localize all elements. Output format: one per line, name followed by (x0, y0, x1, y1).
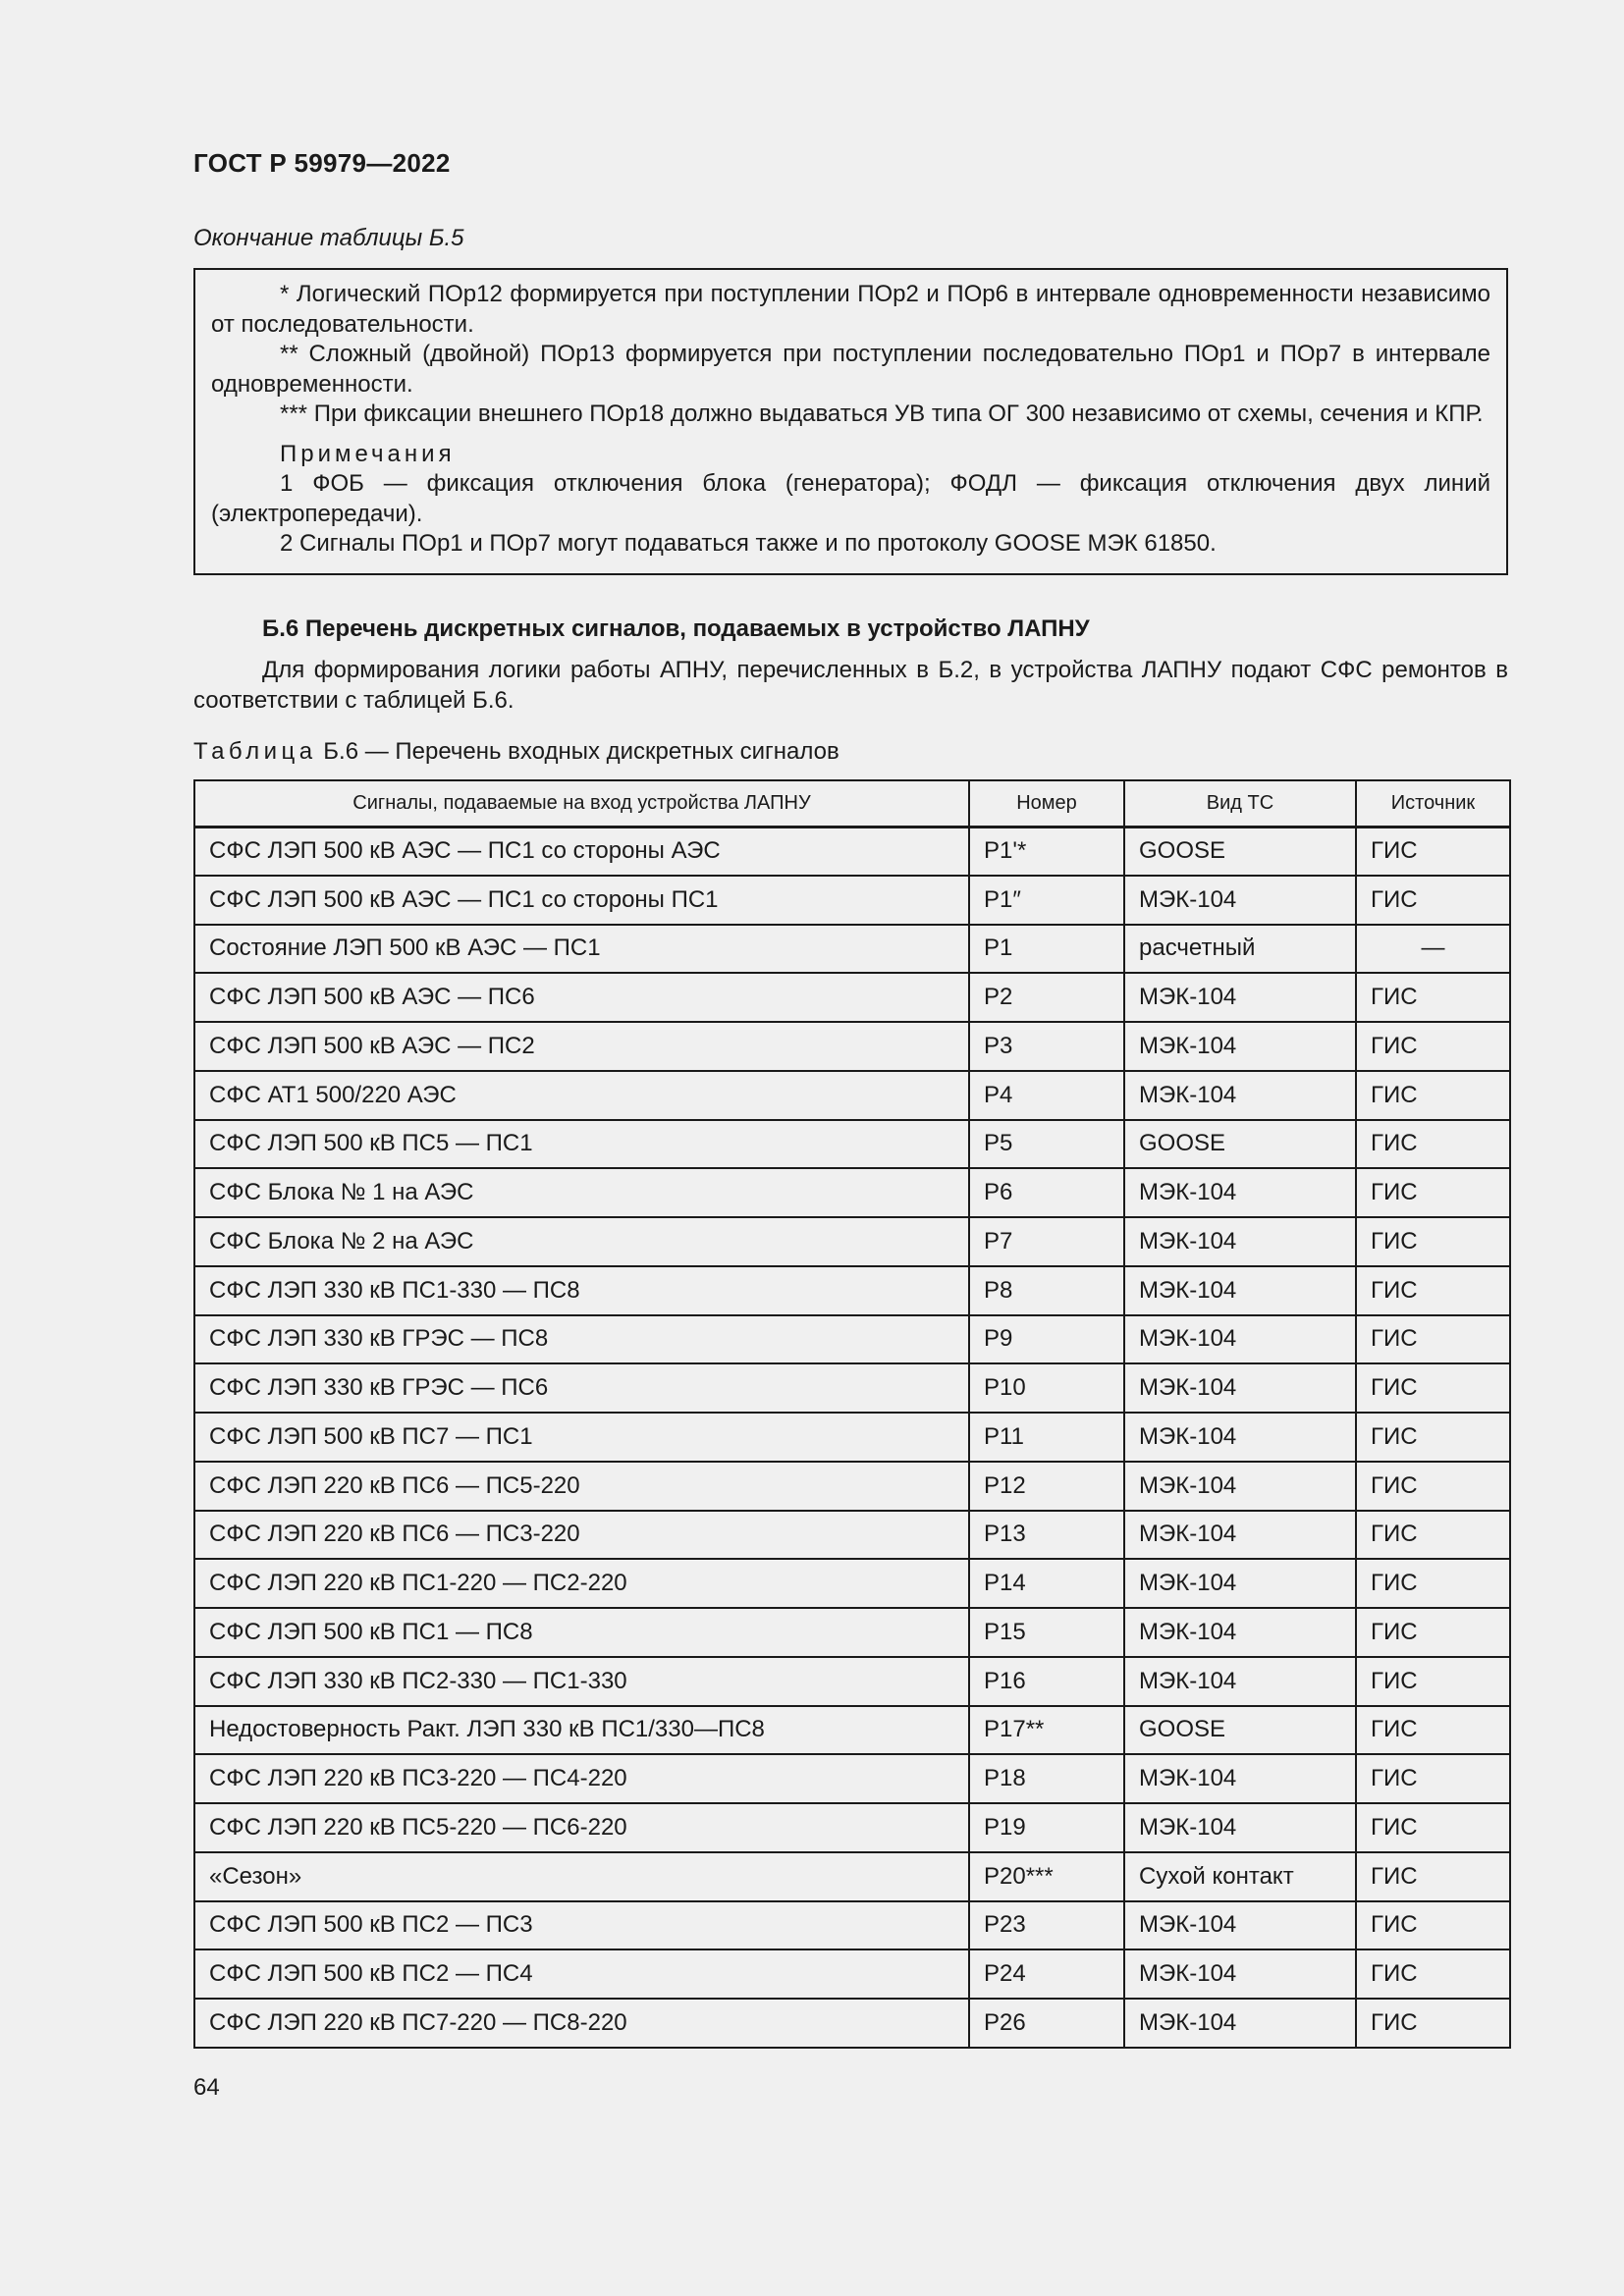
signal-number-cell: Р5 (969, 1120, 1124, 1169)
signal-name-cell: СФС ЛЭП 500 кВ АЭС — ПС1 со стороны ПС1 (194, 876, 969, 925)
signal-number-cell: Р11 (969, 1413, 1124, 1462)
signal-number-cell: Р8 (969, 1266, 1124, 1315)
ts-type-cell: МЭК-104 (1124, 1901, 1356, 1950)
signal-number-cell: Р24 (969, 1949, 1124, 1999)
table-header-row (194, 780, 1510, 827)
table-row (194, 1120, 1510, 1169)
source-cell: ГИС (1356, 1852, 1510, 1901)
signal-number-cell: Р12 (969, 1462, 1124, 1511)
table-row (194, 1999, 1510, 2048)
signal-name-cell: СФС ЛЭП 330 кВ ПС1-330 — ПС8 (194, 1266, 969, 1315)
ts-type-cell: МЭК-104 (1124, 1315, 1356, 1364)
source-cell: ГИС (1356, 1999, 1510, 2048)
signal-name-cell: СФС ЛЭП 330 кВ ГРЭС — ПС8 (194, 1315, 969, 1364)
source-cell: ГИС (1356, 1363, 1510, 1413)
source-cell: ГИС (1356, 1168, 1510, 1217)
signal-name-cell: СФС ЛЭП 500 кВ АЭС — ПС6 (194, 973, 969, 1022)
footnote-2: ** Сложный (двойной) ПОр13 формируется при поступлении последовательно ПОр1 и ПОр7 в интервале одновременности. (211, 341, 1490, 398)
source-cell: ГИС (1356, 1120, 1510, 1169)
signal-number-cell: Р10 (969, 1363, 1124, 1413)
signal-name-cell: СФС ЛЭП 500 кВ ПС5 — ПС1 (194, 1120, 969, 1169)
table-row (194, 1413, 1510, 1462)
signal-number-cell: Р17** (969, 1706, 1124, 1755)
signal-number-cell: Р1'* (969, 827, 1124, 876)
ts-type-cell: GOOSE (1124, 827, 1356, 876)
signal-number-cell: Р1″ (969, 876, 1124, 925)
signal-number-cell: Р13 (969, 1511, 1124, 1560)
source-cell: ГИС (1356, 1754, 1510, 1803)
signal-name-cell: СФС ЛЭП 500 кВ ПС2 — ПС4 (194, 1949, 969, 1999)
source-cell: ГИС (1356, 1657, 1510, 1706)
table-row (194, 876, 1510, 925)
table-row (194, 1803, 1510, 1852)
table-row (194, 1754, 1510, 1803)
note-1: 1 ФОБ — фиксация отключения блока (генератора); ФОДЛ — фиксация отключения двух линий (электропередачи). (211, 470, 1490, 527)
table-row (194, 1511, 1510, 1560)
table-row (194, 1657, 1510, 1706)
ts-type-cell: МЭК-104 (1124, 1413, 1356, 1462)
column-header-source: Источник (1356, 780, 1510, 827)
ts-type-cell: МЭК-104 (1124, 1511, 1356, 1560)
signal-number-cell: Р3 (969, 1022, 1124, 1071)
table-row (194, 925, 1510, 974)
source-cell: ГИС (1356, 1901, 1510, 1950)
source-cell: ГИС (1356, 1022, 1510, 1071)
table-row (194, 1071, 1510, 1120)
source-cell: ГИС (1356, 1413, 1510, 1462)
source-cell: ГИС (1356, 1462, 1510, 1511)
ts-type-cell: МЭК-104 (1124, 876, 1356, 925)
table-row (194, 1901, 1510, 1950)
source-cell: ГИС (1356, 1511, 1510, 1560)
source-cell: ГИС (1356, 827, 1510, 876)
table-row (194, 1266, 1510, 1315)
table-row (194, 1852, 1510, 1901)
signal-name-cell: Состояние ЛЭП 500 кВ АЭС — ПС1 (194, 925, 969, 974)
table-row (194, 1363, 1510, 1413)
ts-type-cell: МЭК-104 (1124, 1608, 1356, 1657)
ts-type-cell: МЭК-104 (1124, 973, 1356, 1022)
source-cell: ГИС (1356, 1315, 1510, 1364)
signal-name-cell: СФС ЛЭП 500 кВ ПС2 — ПС3 (194, 1901, 969, 1950)
signal-number-cell: Р18 (969, 1754, 1124, 1803)
ts-type-cell: МЭК-104 (1124, 1559, 1356, 1608)
signal-name-cell: «Сезон» (194, 1852, 969, 1901)
signal-name-cell: СФС ЛЭП 220 кВ ПС3-220 — ПС4-220 (194, 1754, 969, 1803)
footnote-3: *** При фиксации внешнего ПОр18 должно выдаваться УВ типа ОГ 300 независимо от схемы, сечения и КПР. (280, 400, 1484, 427)
table-row (194, 1022, 1510, 1071)
source-cell: ГИС (1356, 1559, 1510, 1608)
signal-name-cell: СФС ЛЭП 500 кВ АЭС — ПС2 (194, 1022, 969, 1071)
source-cell: ГИС (1356, 1071, 1510, 1120)
table-row (194, 827, 1510, 876)
ts-type-cell: МЭК-104 (1124, 1462, 1356, 1511)
signal-number-cell: Р19 (969, 1803, 1124, 1852)
source-cell: ГИС (1356, 1803, 1510, 1852)
table-caption-word: Таблица (193, 738, 317, 765)
signal-name-cell: СФС ЛЭП 220 кВ ПС6 — ПС5-220 (194, 1462, 969, 1511)
signal-name-cell: СФС ЛЭП 330 кВ ГРЭС — ПС6 (194, 1363, 969, 1413)
source-cell: ГИС (1356, 973, 1510, 1022)
table-row (194, 1462, 1510, 1511)
table-continuation-label: Окончание таблицы Б.5 (193, 225, 464, 251)
ts-type-cell: Сухой контакт (1124, 1852, 1356, 1901)
document-header: ГОСТ Р 59979—2022 (193, 148, 451, 178)
signal-name-cell: СФС АТ1 500/220 АЭС (194, 1071, 969, 1120)
table-row (194, 1168, 1510, 1217)
ts-type-cell: GOOSE (1124, 1120, 1356, 1169)
signal-name-cell: СФС ЛЭП 220 кВ ПС6 — ПС3-220 (194, 1511, 969, 1560)
table-row (194, 1217, 1510, 1266)
source-cell: ГИС (1356, 1706, 1510, 1755)
signal-number-cell: Р7 (969, 1217, 1124, 1266)
signal-name-cell: Недостоверность Ракт. ЛЭП 330 кВ ПС1/330—ПС8 (194, 1706, 969, 1755)
ts-type-cell: МЭК-104 (1124, 1071, 1356, 1120)
ts-type-cell: МЭК-104 (1124, 1657, 1356, 1706)
signal-number-cell: Р26 (969, 1999, 1124, 2048)
footnote-1: * Логический ПОр12 формируется при поступлении ПОр2 и ПОр6 в интервале одновременности независимо от последовательности. (211, 281, 1490, 338)
ts-type-cell: расчетный (1124, 925, 1356, 974)
table-body (194, 827, 1510, 2048)
table-caption (193, 738, 839, 766)
ts-type-cell: МЭК-104 (1124, 1266, 1356, 1315)
ts-type-cell: МЭК-104 (1124, 1217, 1356, 1266)
section-paragraph: Для формирования логики работы АПНУ, перечисленных в Б.2, в устройства ЛАПНУ подают СФС ремонтов в соответствии с таблицей Б.6. (193, 657, 1508, 714)
table-caption-title: Б.6 — Перечень входных дискретных сигналов (316, 738, 839, 765)
ts-type-cell: МЭК-104 (1124, 1803, 1356, 1852)
table-row (194, 1608, 1510, 1657)
signal-number-cell: Р2 (969, 973, 1124, 1022)
table-row (194, 1949, 1510, 1999)
signal-number-cell: Р20*** (969, 1852, 1124, 1901)
signal-name-cell: СФС ЛЭП 220 кВ ПС7-220 — ПС8-220 (194, 1999, 969, 2048)
source-cell: — (1356, 925, 1510, 974)
note-2: 2 Сигналы ПОр1 и ПОр7 могут подаваться также и по протоколу GOOSE МЭК 61850. (280, 530, 1217, 557)
table-row (194, 1315, 1510, 1364)
signal-number-cell: Р16 (969, 1657, 1124, 1706)
source-cell: ГИС (1356, 876, 1510, 925)
signal-number-cell: Р14 (969, 1559, 1124, 1608)
signals-table (193, 779, 1511, 2049)
table-row (194, 973, 1510, 1022)
signal-name-cell: СФС Блока № 2 на АЭС (194, 1217, 969, 1266)
signal-number-cell: Р15 (969, 1608, 1124, 1657)
column-header-signals: Сигналы, подаваемые на вход устройства ЛАПНУ (194, 780, 969, 827)
signal-name-cell: СФС ЛЭП 220 кВ ПС5-220 — ПС6-220 (194, 1803, 969, 1852)
ts-type-cell: МЭК-104 (1124, 1022, 1356, 1071)
source-cell: ГИС (1356, 1949, 1510, 1999)
source-cell: ГИС (1356, 1217, 1510, 1266)
column-header-number: Номер (969, 780, 1124, 827)
signal-number-cell: Р9 (969, 1315, 1124, 1364)
ts-type-cell: МЭК-104 (1124, 1168, 1356, 1217)
footnotes-box (193, 268, 1508, 575)
ts-type-cell: МЭК-104 (1124, 1754, 1356, 1803)
page-number: 64 (193, 2074, 220, 2101)
ts-type-cell: GOOSE (1124, 1706, 1356, 1755)
signal-name-cell: СФС ЛЭП 500 кВ ПС7 — ПС1 (194, 1413, 969, 1462)
signal-name-cell: СФС ЛЭП 220 кВ ПС1-220 — ПС2-220 (194, 1559, 969, 1608)
ts-type-cell: МЭК-104 (1124, 1949, 1356, 1999)
signal-number-cell: Р6 (969, 1168, 1124, 1217)
signal-number-cell: Р23 (969, 1901, 1124, 1950)
notes-title: Примечания (280, 440, 456, 467)
signal-name-cell: СФС ЛЭП 330 кВ ПС2-330 — ПС1-330 (194, 1657, 969, 1706)
table-row (194, 1706, 1510, 1755)
column-header-ts-type: Вид ТС (1124, 780, 1356, 827)
signal-name-cell: СФС ЛЭП 500 кВ АЭС — ПС1 со стороны АЭС (194, 827, 969, 876)
section-heading: Б.6 Перечень дискретных сигналов, подаваемых в устройство ЛАПНУ (262, 615, 1090, 642)
signal-name-cell: СФС Блока № 1 на АЭС (194, 1168, 969, 1217)
signal-number-cell: Р4 (969, 1071, 1124, 1120)
source-cell: ГИС (1356, 1608, 1510, 1657)
signal-number-cell: Р1 (969, 925, 1124, 974)
source-cell: ГИС (1356, 1266, 1510, 1315)
ts-type-cell: МЭК-104 (1124, 1363, 1356, 1413)
ts-type-cell: МЭК-104 (1124, 1999, 1356, 2048)
signal-name-cell: СФС ЛЭП 500 кВ ПС1 — ПС8 (194, 1608, 969, 1657)
table-row (194, 1559, 1510, 1608)
